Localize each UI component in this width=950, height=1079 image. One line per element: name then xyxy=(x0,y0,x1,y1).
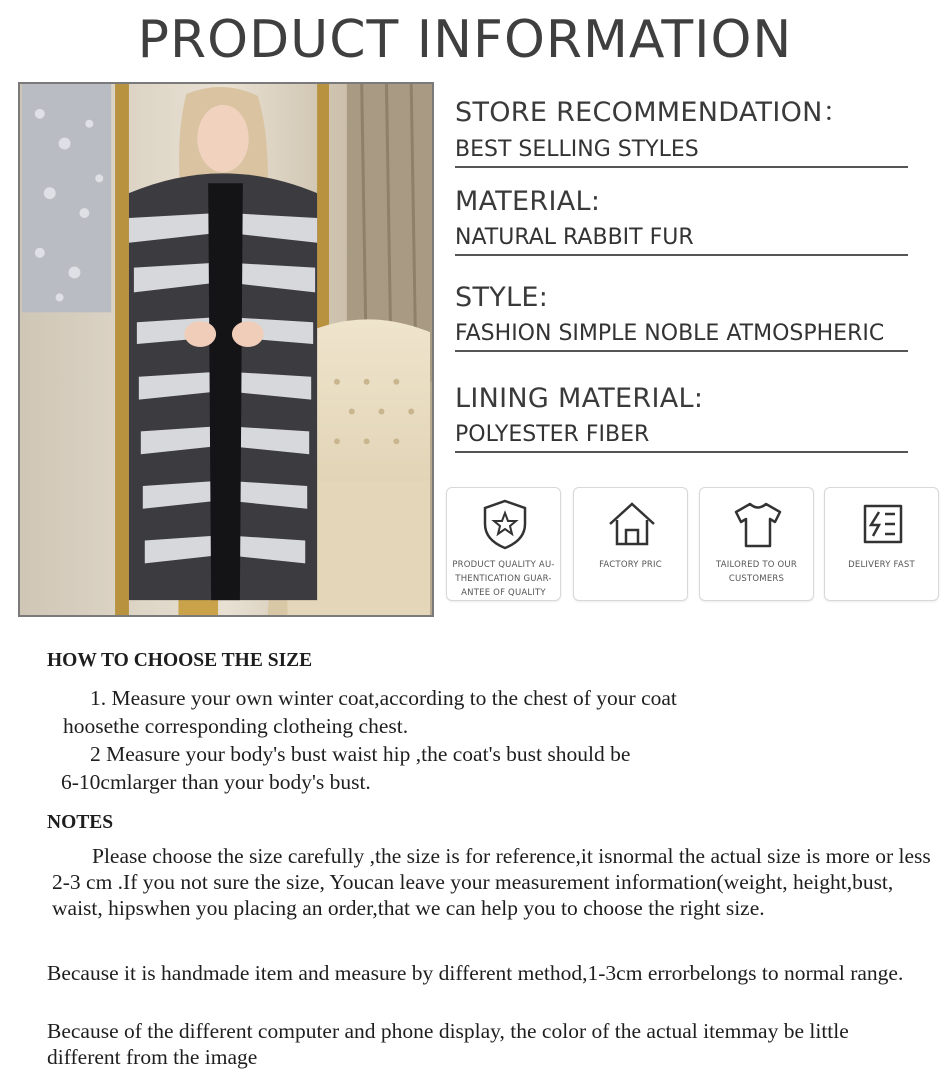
spec-style xyxy=(455,282,910,352)
spec-label: STYLE: xyxy=(455,282,549,313)
spec-label: STORE RECOMMENDATION： xyxy=(455,97,850,128)
size-step-1-line-1: 1. Measure your own winter coat,according to the chest of your coat xyxy=(90,686,677,710)
feature-label: FACTORY PRIC xyxy=(599,560,662,570)
size-step-2-line-2: 6-10cmlarger than your body's bust. xyxy=(61,770,371,794)
notes-paragraph xyxy=(52,843,932,921)
size-step-1-line-2: hoosethe corresponding clotheing chest. xyxy=(63,714,409,738)
spec-value: POLYESTER FIBER xyxy=(455,422,908,453)
feature-tailored xyxy=(699,487,814,601)
feature-label: TAILORED TO OUR CUSTOMERS xyxy=(716,560,797,584)
size-guide-text xyxy=(63,684,923,796)
spec-label: LINING MATERIAL: xyxy=(455,383,704,414)
notes-paragraph-text: Please choose the size carefully ,the size is for reference,it isnormal the actual size is more or less 2-3 cm .If you not sure the size, Youcan leave your measurement information(weight, height,bust, waist, hipswhen you placing an order,that we can help you to choose the right size. xyxy=(52,844,931,920)
size-guide-heading: HOW TO CHOOSE THE SIZE xyxy=(47,650,313,671)
feature-label: DELIVERY FAST xyxy=(848,560,915,570)
spec-value: NATURAL RABBIT FUR xyxy=(455,225,908,256)
notes-heading: NOTES xyxy=(47,812,114,833)
spec-lining-material xyxy=(455,383,910,453)
feature-label: PRODUCT QUALITY AU- THENTICATION GUAR- ANTEE OF QUALITY xyxy=(452,560,555,598)
size-step-2-line-1: 2 Measure your body's bust waist hip ,the coat's bust should be xyxy=(90,742,631,766)
spec-value: FASHION SIMPLE NOBLE ATMOSPHERIC xyxy=(455,321,908,352)
tshirt-icon xyxy=(732,498,784,550)
spec-material xyxy=(455,186,910,256)
delivery-icon xyxy=(857,498,909,550)
page-title: PRODUCT INFORMATION xyxy=(137,10,793,70)
product-photo-illustration xyxy=(20,84,432,615)
spec-store-recommendation xyxy=(455,90,910,168)
shield-star-icon xyxy=(479,498,531,550)
feature-delivery xyxy=(824,487,939,601)
color-note: Because of the different computer and phone display, the color of the actual itemmay be little different from the image xyxy=(47,1019,849,1069)
spec-value: BEST SELLING STYLES xyxy=(455,137,908,168)
product-photo xyxy=(18,82,434,617)
feature-quality xyxy=(446,487,561,601)
spec-label: MATERIAL: xyxy=(455,186,601,217)
handmade-note: Because it is handmade item and measure by different method,1-3cm errorbelongs to normal range. xyxy=(47,961,904,985)
house-icon xyxy=(606,498,658,550)
feature-factory-price xyxy=(573,487,688,601)
